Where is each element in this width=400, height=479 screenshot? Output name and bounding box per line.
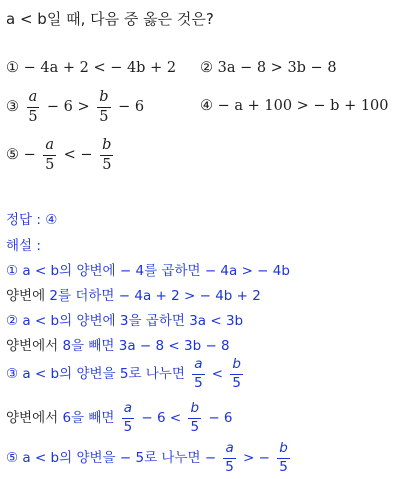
explanation-line-5-prefix: ③ a < b의 양변을 5로 나누면 [6, 366, 185, 382]
option-3-middle: − 6 > [46, 99, 90, 115]
fraction-denominator: 5 [123, 418, 133, 435]
fraction-numerator: a [27, 90, 40, 108]
explanation-line-6-text: 양변에서 [6, 410, 63, 426]
explanation-line-5 [6, 358, 246, 390]
fraction-numerator: a [122, 402, 134, 419]
fraction-denominator: 5 [102, 156, 112, 173]
explanation-line-7-fraction-right [277, 442, 290, 474]
fraction-numerator: b [277, 442, 290, 459]
option-4: ④ − a + 100 > − b + 100 [200, 98, 389, 114]
explanation-line-6-fraction-left [122, 402, 134, 434]
explanation-line-3: ② a < b의 양변에 3을 곱하면 3a < 3b [6, 313, 244, 329]
explanation-line-6-middle: − 6 < [141, 410, 182, 426]
answer-label: 정답 : ④ [6, 212, 58, 228]
question-text: a < b일 때, 다음 중 옳은 것은? [6, 10, 214, 28]
explanation-line-7-prefix: ⑤ a < b의 양변을 − 5로 나누면 − [6, 450, 217, 466]
fraction-denominator: 5 [45, 156, 55, 173]
fraction-denominator: 5 [232, 374, 241, 391]
explanation-line-5-fraction-right [230, 358, 243, 390]
explanation-line-2-math: 2를 더하면 − 4a + 2 > − 4b + 2 [49, 288, 261, 304]
explanation-line-4-math: 8을 빼면 3a − 8 < 3b − 8 [62, 338, 230, 354]
option-5-middle: < − [63, 147, 93, 163]
fraction-denominator: 5 [225, 458, 234, 475]
fraction-denominator: 5 [99, 108, 109, 125]
option-3-fraction-right [97, 90, 110, 124]
option-3-fraction-left [27, 90, 40, 124]
option-1: ① − 4a + 2 < − 4b + 2 [6, 60, 177, 76]
explanation-line-2-text: 양변에 [6, 288, 50, 304]
explanation-line-6-math: 6을 빼면 [62, 410, 115, 426]
option-5-fraction-right [100, 138, 113, 172]
fraction-numerator: a [192, 358, 204, 375]
fraction-denominator: 5 [190, 418, 200, 435]
explanation-line-6-tail: − 6 [208, 410, 233, 426]
explanation-title: 해설 : [6, 238, 41, 254]
fraction-numerator: b [97, 90, 110, 108]
fraction-numerator: a [43, 138, 56, 156]
fraction-denominator: 5 [28, 108, 38, 125]
option-3-prefix: ③ [6, 99, 19, 115]
explanation-line-6-fraction-right [188, 402, 201, 434]
option-5-prefix: ⑤ − [6, 147, 36, 163]
explanation-line-7 [6, 442, 293, 474]
explanation-line-7-fraction-left [223, 442, 235, 474]
fraction-denominator: 5 [279, 458, 288, 475]
explanation-line-5-fraction-left [192, 358, 204, 390]
explanation-line-5-middle: < [211, 366, 224, 382]
option-2: ② 3a − 8 > 3b − 8 [200, 60, 337, 76]
option-3 [6, 90, 144, 124]
explanation-line-4-text: 양변에서 [6, 338, 63, 354]
fraction-numerator: b [230, 358, 243, 375]
fraction-numerator: b [188, 402, 201, 419]
explanation-line-2 [6, 284, 261, 304]
explanation-line-1: ① a < b의 양변에 − 4를 곱하면 − 4a > − 4b [6, 263, 290, 279]
explanation-line-6 [6, 402, 233, 434]
explanation-line-4 [6, 334, 230, 354]
fraction-numerator: a [223, 442, 235, 459]
fraction-denominator: 5 [194, 374, 203, 391]
option-3-tail: − 6 [118, 99, 145, 115]
option-5-fraction-left [43, 138, 56, 172]
explanation-line-7-middle: > − [243, 450, 270, 466]
fraction-numerator: b [100, 138, 113, 156]
option-5 [6, 138, 116, 172]
